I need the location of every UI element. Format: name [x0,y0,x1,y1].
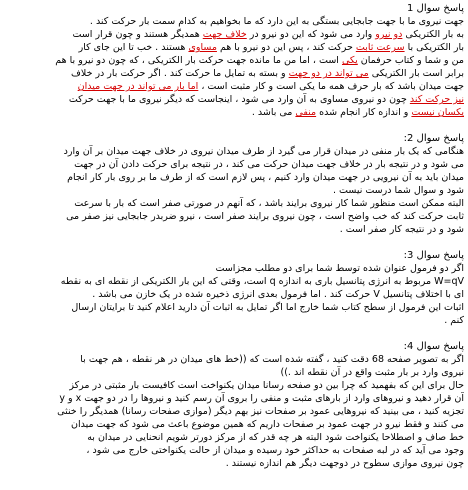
paragraph-line [4,106,464,119]
paragraph-line [4,366,464,379]
text-run: هنگامی که یک بار منفی در میدان قرار می گیرد از طرف میدان نیروی در خلاف جهت میدان بر آن وارد [63,146,464,157]
answer-title: پاسخ سوال 1 [407,3,464,14]
paragraph-line [4,145,464,158]
text-run: همدیگر هستند و چون قرار است [72,29,203,40]
answer-title: پاسخ سوال 4: [403,341,464,352]
text-run: اگر دو فرمول عنوان شده توسط شما برای دو مطلب مجزاست [215,263,464,274]
text-run: جهت میدان باشد که بار حرف همه ما یکی است و کار مثبت است ، [198,81,464,92]
answer-section-1 [4,2,464,119]
text-run: ثابت حرکت کند که خب واضح است ، چون نیروی برایند صفر است ، نیرو ضربدر جابجایی نیز صفر می [66,211,464,222]
paragraph-line [4,67,464,80]
paragraph-line [4,158,464,171]
text-run: به بار الکتریکی [402,29,464,40]
highlighted-text: نیز حرکت کند [409,94,464,105]
paragraph-line [4,28,464,41]
text-run: من و شما و کتاب حرفمان [357,55,464,66]
text-run: اگر به تصویر صفحه 68 دقت کنید ، گفته شده است که ((خط های میدان در هر نقطه ، هم جهت با [80,354,464,365]
paragraph-line [4,93,464,106]
text-run: آن قرار دهید و نیروهای وارد از بارهای مثبت و منفی را بروی آن رسم کنید و نیروها را در دو جهت x و y [59,393,464,404]
paragraph-line [4,223,464,236]
paragraph-line [4,54,464,67]
text-run: تجزیه کنید ، می بینید که نیروهایی عمود بر صفحات نیز بهم دیگر (موازی صفحات رسانا) همدیگر را خنثی [57,406,464,417]
text-run: برابر است بار الکتریکی [368,68,464,79]
text-run: خط صاف و اصطلاحا یکنواخت شود البته هر چه قدر که از مرکز دورتر شویم انحنایی در میدان به [87,432,464,443]
answer-section-3 [4,249,464,327]
highlighted-text: دو نیرو [375,29,403,40]
highlighted-text: می تواند در دو جهت [288,68,369,79]
paragraph-line [4,314,464,327]
highlighted-text: سرعت ثابت [355,42,405,53]
paragraph-line [4,431,464,444]
paragraph-line [4,379,464,392]
text-run: و اندازه کار انجام شده [316,107,412,118]
answers-document [4,2,464,483]
text-run: چون نیروی موازی سطوح در دوجهت دیگر هم اندازه نیستند . [225,458,464,469]
paragraph-line [4,171,464,184]
highlighted-text: خلاف جهت [202,29,247,40]
highlighted-text: اما بار می تواند در جهت میدان [77,81,199,92]
paragraph-line [4,353,464,366]
text-run: البته ممکن است منظور شما کار نیروی برایند باشد ، که آنهم در صورتی صفر است که بار با سرعت [74,198,464,209]
paragraph-line [4,262,464,275]
formula-text: W=qV [434,276,464,287]
answer-section-2 [4,132,464,236]
paragraph-line [4,197,464,210]
paragraph-line [4,457,464,470]
text-run: و بسته به تمایل ما حرکت کند . اگر حرکت بار در خلاف [71,68,289,79]
paragraph-line [4,41,464,54]
text-run: اثبات این فرمول از سطح کتاب شما خارج اما اگر تمایل به اثبات آن دارید اعلام کنید تا برایتان ارسال [71,302,464,313]
paragraph-line [4,184,464,197]
text-run: جهت نیروی ما با جهت جابجایی بستگی به این دارد که ما بخواهیم به کدام سمت بار حرکت کند . [89,16,464,27]
text-run: کنم . [444,315,464,326]
paragraph-line [4,418,464,431]
text-run: می باشد . [251,107,296,118]
text-run: می کنند و فقط نیرو در جهت عمود بر صفحات داریم که همین موضوع باعث می شود که جهت میدان [70,419,464,430]
text-run: میدان باید به آن نیرویی در جهت میدان وارد کنیم ، پس لازم است که از طرف ما بر روی بار کار انجام [67,172,464,183]
paragraph-line [4,275,464,288]
text-run: شود و سوال شما درست نیست . [332,185,464,196]
text-run: ای با اختلاف پتانسیل V حرکت کند . اما فرمول بعدی انرژی ذخیره شده در یک خازن می باشد . [92,289,464,300]
text-run: بار الکتریکی با [404,42,464,53]
paragraph-line [4,392,464,405]
text-run: وجود می آید که در لبه صفحات به حداکثر خود رسیده و میدان از حالت یکنواختی خارج می شود ، [86,445,464,456]
answer-title: پاسخ سوال 3: [403,250,464,261]
paragraph-line [4,444,464,457]
paragraph-line [4,301,464,314]
highlighted-text: یکی [341,55,358,66]
text-run: چون دو نیروی مساوی به آن وارد می شود ، اینجاست که دیگر نیروی ما با جهت حرکت [68,94,410,105]
answer-section-4 [4,340,464,470]
highlighted-text: مساوی [188,42,217,53]
text-run: هستند . خب تا این جای کار [78,42,189,53]
text-run: شود و در نتیجه کار صفر است . [339,224,464,235]
text-run: وارد می شود که این دو نیرو در [246,29,376,40]
text-run: است ، اما من ما مانده جهت حرکت بار الکتریکی ، که چون دو نیرو با هم [55,55,342,66]
text-run: مربوط به انرژی پتانسیل باری به اندازه q است، وقتی که این بار الکتریکی از نقطه ای به نقطه [60,276,435,287]
text-run: نیروی وارد بر بار مثبت واقع در آن نقطه اند .)) [280,367,464,378]
answer-title: پاسخ سوال 2: [403,133,464,144]
text-run: می شود و در نتیجه بار در خلاف جهت میدان حرکت می کند ، در نتیجه برای حرکت دادن آن در جهت [74,159,464,170]
text-run: حال برای این که بفهمید که چرا بین دو صفحه رسانا میدان یکنواخت است کافیست بار مثبتی در مرکز [69,380,464,391]
paragraph-line [4,210,464,223]
text-run: حرکت کند ، پس این دو نیرو با هم [216,42,356,53]
paragraph-line [4,15,464,28]
highlighted-text: یکسان نیست [411,107,464,118]
paragraph-line [4,405,464,418]
highlighted-text: منفی [295,107,317,118]
paragraph-line [4,288,464,301]
paragraph-line [4,80,464,93]
